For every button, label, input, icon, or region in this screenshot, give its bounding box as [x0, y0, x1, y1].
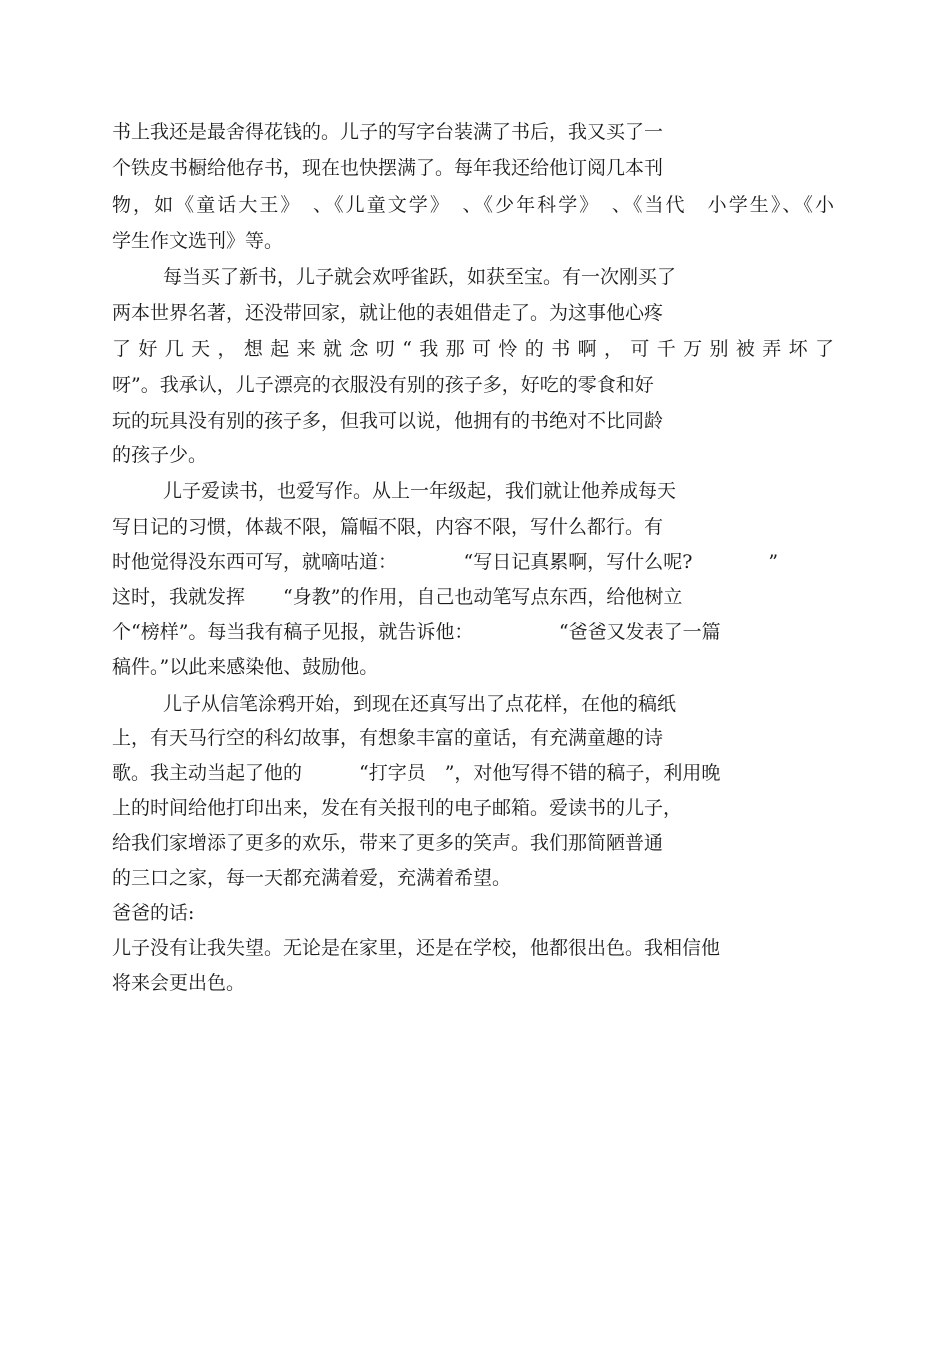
text-line: 书上我还是最舍得花钱的。儿子的写字台装满了书后，我又买了一 — [112, 121, 664, 143]
text-line: 这时，我就发挥 “身教”的作用，自己也动笔写点东西，给他树立 — [112, 586, 683, 608]
text-line: 上，有天马行空的科幻故事，有想象丰富的童话，有充满童趣的诗 — [112, 727, 664, 749]
text-line: 给我们家增添了更多的欢乐，带来了更多的笑声。我们那简陋普通 — [112, 832, 664, 854]
text-line: 两本世界名著，还没带回家，就让他的表姐借走了。为这事他心疼 — [112, 302, 664, 324]
paragraph-first-line: 每当买了新书，儿子就会欢呼雀跃，如获至宝。有一次刚买了 — [163, 266, 677, 288]
text-line: 将来会更出色。 — [112, 972, 246, 994]
text-line: 的三口之家，每一天都充满着爱，充满着希望。 — [112, 867, 512, 889]
text-line: 物，如《童话大王》 、《儿童文学》 、《少年科学》 、《当代 小学生》、《小 — [112, 194, 834, 216]
paragraph-first-line: 儿子爱读书，也爱写作。从上一年级起，我们就让他养成每天 — [163, 480, 677, 502]
section-heading: 爸爸的话: — [112, 902, 195, 924]
text-line: 的孩子少。 — [112, 444, 208, 466]
text-line: 学生作文选刊》等。 — [112, 230, 284, 252]
text-line: 个铁皮书橱给他存书，现在也快摆满了。每年我还给他订阅几本刊 — [112, 157, 664, 179]
text-line: 了好几天，想起来就念叨“我那可怜的书啊，可千万别被弄坏了 — [112, 338, 834, 360]
text-line: 歌。我主动当起了他的 “打字员 ”，对他写得不错的稿子，利用晚 — [112, 762, 721, 784]
paragraph-first-line: 儿子从信笔涂鸦开始，到现在还真写出了点花样，在他的稿纸 — [163, 693, 677, 715]
text-line: 玩的玩具没有别的孩子多，但我可以说，他拥有的书绝对不比同龄 — [112, 410, 664, 432]
text-line: 写日记的习惯，体裁不限，篇幅不限，内容不限，写什么都行。有 — [112, 516, 664, 538]
text-line: 个“榜样”。每当我有稿子见报，就告诉他： “爸爸又发表了一篇 — [112, 621, 721, 643]
text-line: 儿子没有让我失望。无论是在家里，还是在学校，他都很出色。我相信他 — [112, 937, 721, 959]
text-line: 稿件。”以此来感染他、鼓励他。 — [112, 656, 379, 678]
text-line: 呀”。我承认，儿子漂亮的衣服没有别的孩子多，好吃的零食和好 — [112, 374, 654, 396]
text-line: 上的时间给他打印出来，发在有关报刊的电子邮箱。爱读书的儿子， — [112, 797, 683, 819]
text-line: 时他觉得没东西可写，就嘀咕道： “写日记真累啊，写什么呢? ” — [112, 551, 779, 573]
